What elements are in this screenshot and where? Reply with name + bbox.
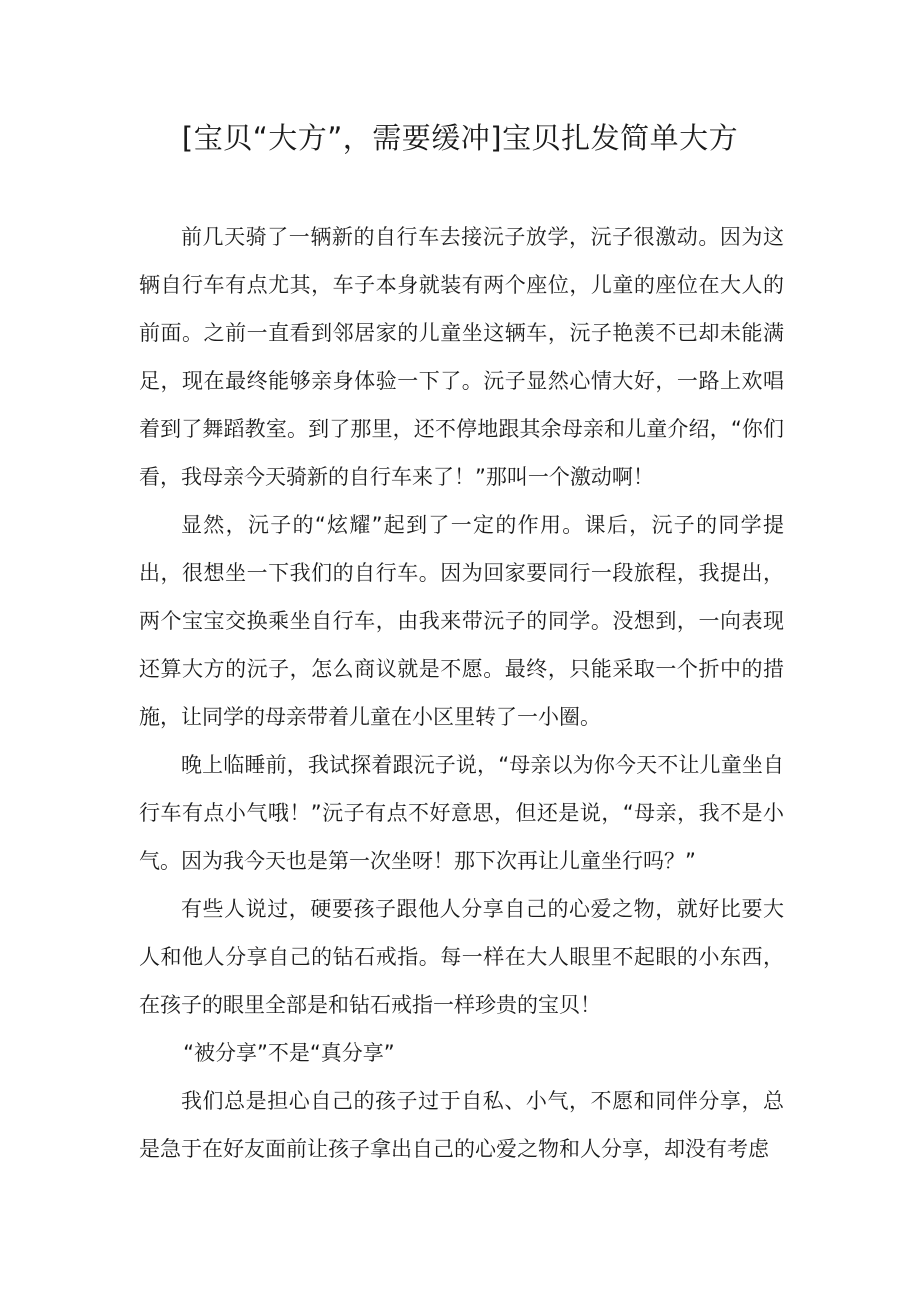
paragraph-show-off: 显然，沅子的“炫耀”起到了一定的作用。课后，沅子的同学提出，很想坐一下我们的自行车。因为回家要同行一段旅程，我提出，两个宝宝交换乘坐自行车，由我来带沅子的同学。没想到，一向表现还算大方的沅子，怎么商议就是不愿。最终，只能采取一个折中的措施，让同学的母亲带着儿童在小区里转了一小圈。 xyxy=(139,513,784,729)
document-body xyxy=(139,213,784,1173)
section-heading: “被分享”不是“真分享” xyxy=(183,1041,395,1065)
paragraph-worry: 我们总是担心自己的孩子过于自私、小气，不愿和同伴分享，总是急于在好友面前让孩子拿出自己的心爱之物和人分享，却没有考虑 xyxy=(139,1089,784,1161)
paragraph-diamond-ring: 有些人说过，硬要孩子跟他人分享自己的心爱之物，就好比要大人和他人分享自己的钻石戒指。每一样在大人眼里不起眼的小东西，在孩子的眼里全部是和钻石戒指一样珍贵的宝贝！ xyxy=(139,897,784,1017)
document-title: [宝贝“大方”，需要缓冲]宝贝扎发简单大方 xyxy=(181,121,739,155)
paragraph-bedtime-talk: 晚上临睡前，我试探着跟沅子说，“母亲以为你今天不让儿童坐自行车有点小气哦！”沅子有点不好意思，但还是说，“母亲，我不是小气。因为我今天也是第一次坐呀！那下次再让儿童坐行吗？” xyxy=(139,753,784,873)
paragraph-bike-story: 前几天骑了一辆新的自行车去接沅子放学，沅子很激动。因为这辆自行车有点尤其，车子本身就装有两个座位，儿童的座位在大人的前面。之前一直看到邻居家的儿童坐这辆车，沅子艳羡不已却未能满足，现在最终能够亲身体验一下了。沅子显然心情大好，一路上欢唱着到了舞蹈教室。到了那里，还不停地跟其余母亲和儿童介绍，“你们看，我母亲今天骑新的自行车来了！”那叫一个激动啊！ xyxy=(139,225,784,489)
